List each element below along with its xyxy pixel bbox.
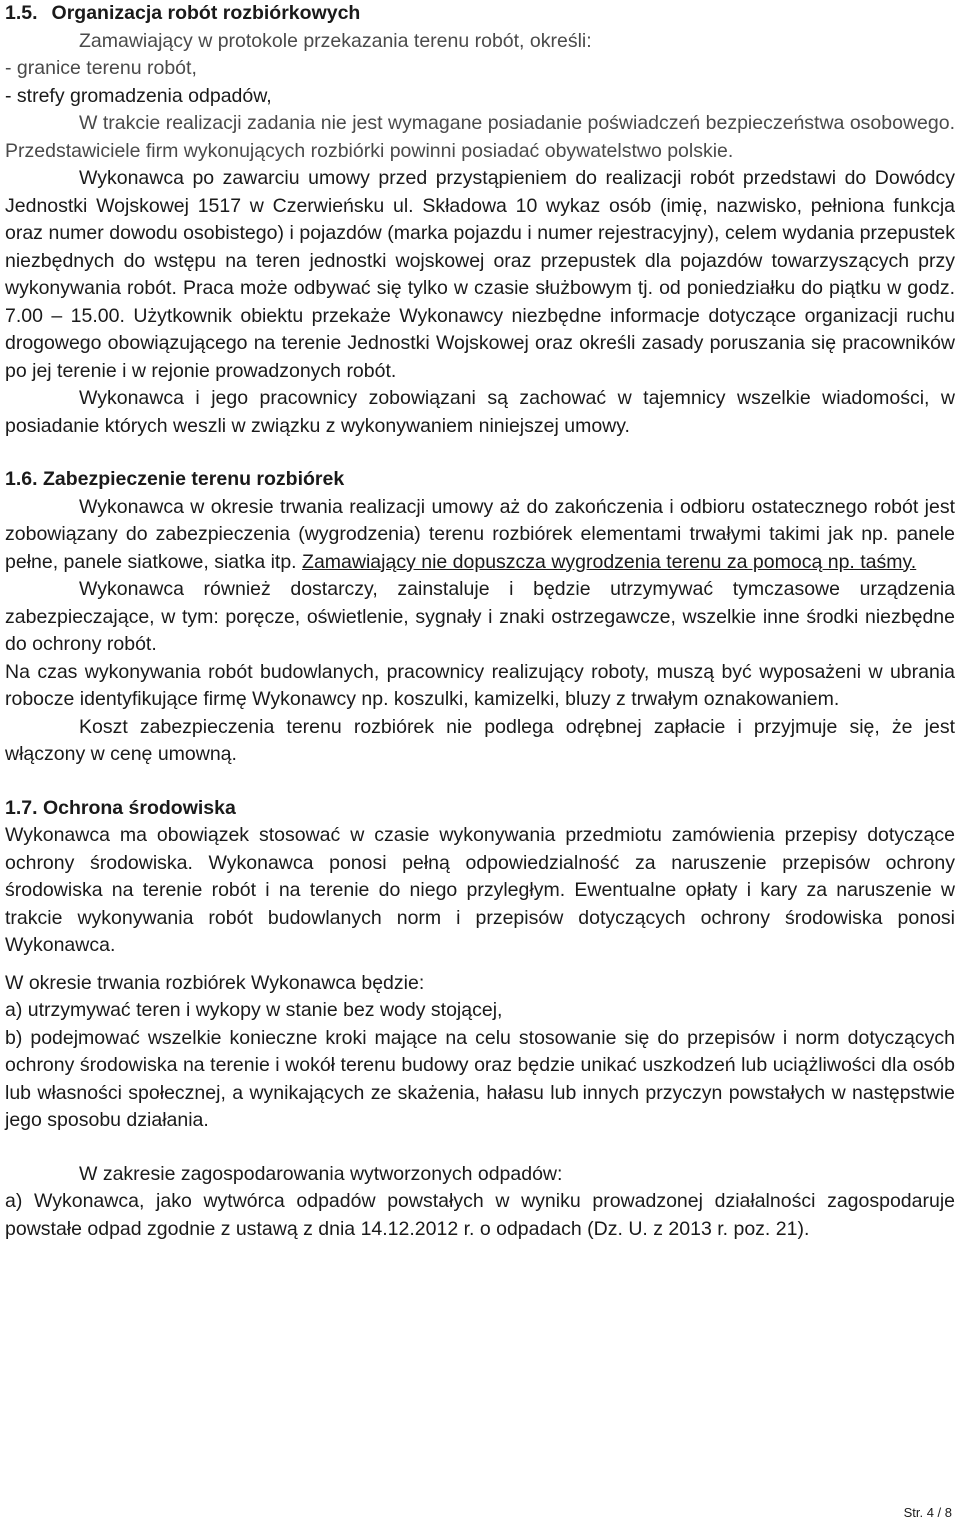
paragraph: Wykonawca w okresie trwania realizacji umowy aż do zakończenia i odbioru ostatecznego robót jest zobowiązany do zabezpieczenia (wygrodzenia) terenu rozbiórek elementami trwałymi takimi jak np. panele pełne, panele siatkowe, siatka itp. Zamawiający nie dopuszcza wygrodzenia terenu za pomocą np. taśmy.: [5, 495, 955, 573]
paragraph: W trakcie realizacji zadania nie jest wymagane posiadanie poświadczeń bezpieczeństwa osobowego. Przedstawiciele firm wykonujących rozbiórki powinni posiadać obywatelstwo polskie.: [5, 112, 955, 162]
paragraph: Koszt zabezpieczenia terenu rozbiórek nie podlega odrębnej zapłacie i przyjmuje się, że jest włączony w cenę umowną.: [5, 715, 955, 765]
paragraph: W okresie trwania rozbiórek Wykonawca będzie:: [5, 971, 425, 994]
paragraph: Wykonawca również dostarczy, zainstaluje i będzie utrzymywać tymczasowe urządzenia zabezpieczające, w tym: poręcze, oświetlenie, sygnały i znaki ostrzegawcze, wszelkie inne środki niezbędne do ochrony robót.: [5, 578, 955, 655]
list-item: - granice terenu robót,: [5, 57, 197, 79]
section-heading-1-6: [5, 466, 955, 494]
section-heading-1-5: [5, 0, 955, 28]
section-heading-1-7: [5, 795, 955, 823]
underlined-note: Zamawiający nie dopuszcza wygrodzenia terenu za pomocą np. taśmy.: [302, 550, 917, 573]
paragraph: Na czas wykonywania robót budowlanych, pracownicy realizujący roboty, muszą być wyposażeni w ubrania robocze identyfikujące firmę Wykonawcy np. koszulki, kamizelki, bluzy z trwałym oznakowaniem.: [5, 660, 955, 710]
section-title: Ochrona środowiska: [42, 796, 236, 819]
section-title: Zabezpieczenie terenu rozbiórek: [42, 468, 345, 490]
paragraph: a) Wykonawca, jako wytwórca odpadów powstałych w wyniku prowadzonej działalności zagospodaruje powstałe odpad zgodnie z ustawą z dnia 14.12.2012 r. o odpadach (Dz. U. z 2013 r. poz. 21).: [5, 1190, 955, 1240]
paragraph: Wykonawca i jego pracownicy zobowiązani są zachować w tajemnicy wszelkie wiadomości, w posiadanie których weszli w związku z wykonywaniem niniejszej umowy.: [5, 387, 955, 437]
paragraph: W zakresie zagospodarowania wytworzonych odpadów:: [79, 1162, 563, 1185]
section-number: 1.5.: [5, 2, 38, 24]
paragraph: Zamawiający w protokole przekazania terenu robót, określi:: [79, 29, 592, 52]
document-body: [5, 0, 955, 1243]
page-number: Str. 4 / 8: [903, 1505, 952, 1520]
section-title: Organizacja robót rozbiórkowych: [51, 2, 361, 24]
section-number: 1.6.: [5, 468, 38, 490]
list-item: b) podejmować wszelkie konieczne kroki mające na celu stosowanie się do przepisów i norm dotyczących ochrony środowiska na terenie i wokół terenu budowy oraz będzie unikać uszkodzeń lub uciążliwości dla osób lub własności społecznej, a wynikających ze skażenia, hałasu lub innych przyczyn powstałych w następstwie jego sposobu działania.: [5, 1026, 955, 1131]
list-item: a) utrzymywać teren i wykopy w stanie bez wody stojącej,: [5, 999, 503, 1021]
paragraph: Wykonawca ma obowiązek stosować w czasie wykonywania przedmiotu zamówienia przepisy dotyczące ochrony środowiska. Wykonawca ponosi pełną odpowiedzialność za naruszenie przepisów ochrony środowiska na terenie robót i na terenie do niego przyległym. Ewentualne opłaty i kary za naruszenie w trakcie wykonywania robót budowlanych norm i przepisów dotyczących ochrony środowiska ponosi Wykonawca.: [5, 824, 955, 956]
paragraph: Wykonawca po zawarciu umowy przed przystąpieniem do realizacji robót przedstawi do Dowódcy Jednostki Wojskowej 1517 w Czerwieńsku ul. Składowa 10 wykaz osób (imię, nazwisko, pełniona funkcja oraz numer dowodu osobistego) i pojazdów (marka pojazdu i numer rejestracyjny), celem wydania przepustek niezbędnych do wstępu na teren jednostki wojskowej oraz przepustek dla pojazdów towarzyszących przy wykonywania robót. Praca może odbywać się tylko w czasie służbowym tj. od poniedziałku do piątku w godz. 7.00 – 15.00. Użytkownik obiektu przekaże Wykonawcy niezbędne informacje dotyczące organizacji ruchu drogowego obowiązującego na terenie Jednostki Wojskowej oraz określi zasady poruszania się pracowników po jej terenie i w rejonie prowadzonych robót.: [5, 167, 955, 382]
list-item: - strefy gromadzenia odpadów,: [5, 84, 272, 107]
section-number: 1.7.: [5, 796, 38, 819]
